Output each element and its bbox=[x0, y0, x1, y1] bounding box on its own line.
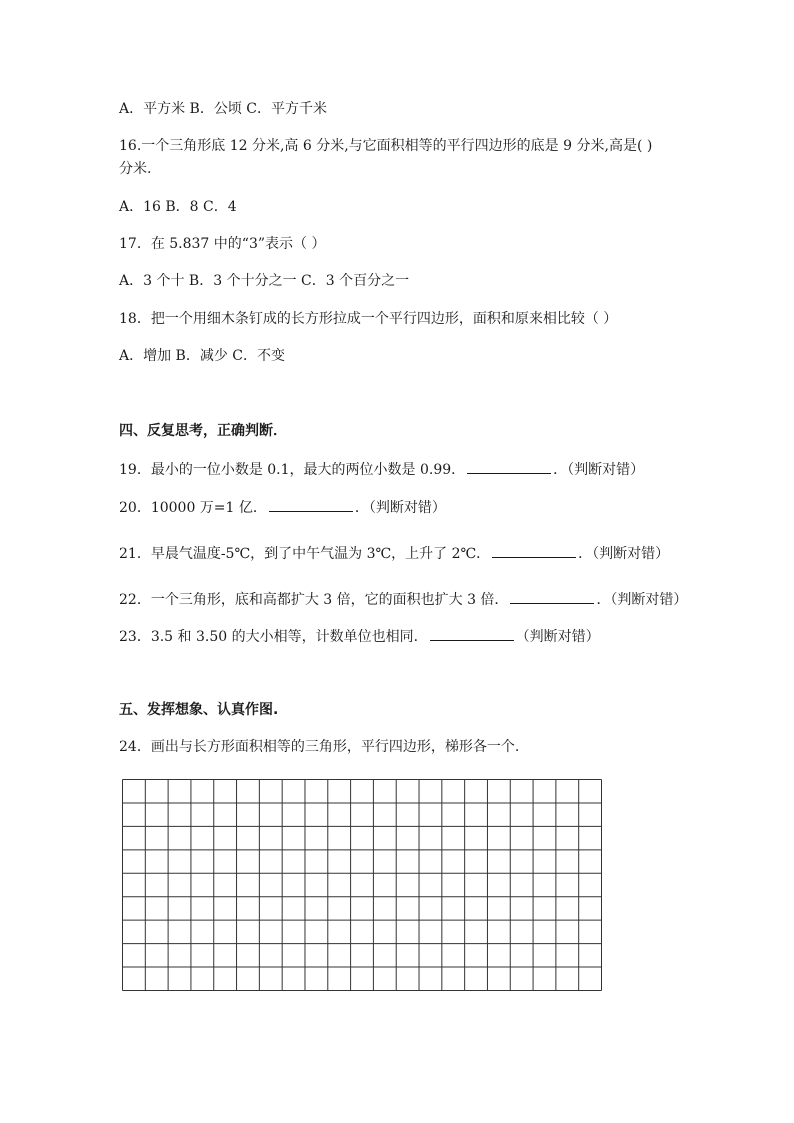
q21-answer-blank[interactable] bbox=[492, 543, 576, 558]
q21-suffix: ．（判断对错） bbox=[578, 546, 670, 562]
q20-text: 20．10000 万=1 亿． bbox=[119, 500, 267, 516]
q17-stem: 17．在 5.837 中的“3”表示（ ） bbox=[119, 236, 326, 252]
q20-answer-blank[interactable] bbox=[269, 497, 353, 512]
q22-statement bbox=[119, 589, 687, 609]
q18-stem: 18．把一个用细木条钉成的长方形拉成一个平行四边形，面积和原来相比较（ ） bbox=[119, 311, 618, 327]
q23-statement bbox=[119, 626, 600, 646]
q23-answer-blank[interactable] bbox=[430, 626, 514, 641]
q19-text: 19．最小的一位小数是 0.1，最大的两位小数是 0.99． bbox=[119, 462, 466, 478]
q24-stem: 24．画出与长方形面积相等的三角形，平行四边形，梯形各一个. bbox=[119, 739, 520, 755]
q16-options: A．16 B．8 C．4 bbox=[119, 199, 237, 215]
q16-stem-line2: 分米. bbox=[119, 161, 152, 177]
q22-answer-blank[interactable] bbox=[510, 589, 594, 604]
section-5-heading: 五、发挥想象、认真作图. bbox=[119, 702, 279, 718]
q23-suffix: （判断对错） bbox=[515, 629, 600, 645]
q19-answer-blank[interactable] bbox=[467, 459, 551, 474]
q22-suffix: ．（判断对错） bbox=[596, 592, 688, 608]
q19-suffix: ．（判断对错） bbox=[553, 462, 645, 478]
q20-suffix: ．（判断对错） bbox=[354, 500, 446, 516]
section-4-heading: 四、反复思考，正确判断． bbox=[119, 423, 287, 439]
q17-options: A．3 个十 B．3 个十分之一 C．3 个百分之一 bbox=[119, 273, 410, 289]
q16-stem-line1: 16.一个三角形底 12 分米,高 6 分米,与它面积相等的平行四边形的底是 9 分米,高是( ) bbox=[119, 138, 653, 154]
q15-options: A．平方米 B．公顷 C．平方千米 bbox=[119, 101, 328, 117]
grid-svg[interactable] bbox=[122, 779, 602, 991]
drawing-grid[interactable] bbox=[122, 779, 602, 991]
q21-statement bbox=[119, 543, 669, 563]
q20-statement bbox=[119, 497, 446, 517]
q23-text: 23．3.5 和 3.50 的大小相等，计数单位也相同． bbox=[119, 629, 428, 645]
q22-text: 22．一个三角形，底和高都扩大 3 倍，它的面积也扩大 3 倍． bbox=[119, 592, 509, 608]
q21-text: 21．早晨气温度-5℃，到了中午气温为 3℃，上升了 2℃． bbox=[119, 546, 491, 562]
q19-statement bbox=[119, 459, 644, 479]
q18-options: A．增加 B．减少 C．不变 bbox=[119, 348, 286, 364]
